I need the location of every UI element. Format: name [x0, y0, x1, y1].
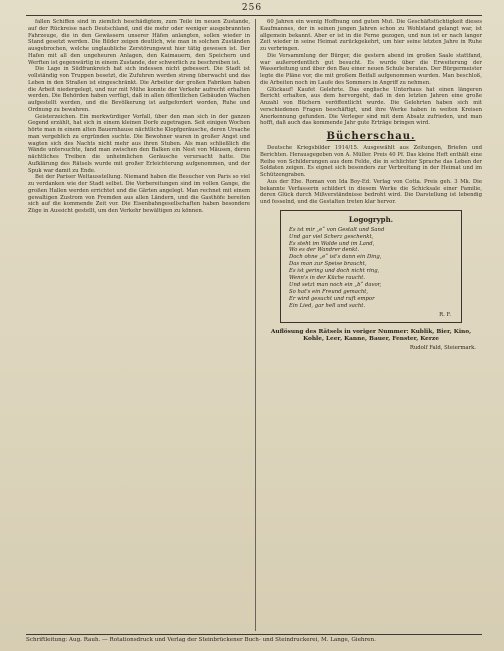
riddle-signature: Rudolf Fald, Steiermark.	[409, 345, 476, 352]
article-paragraph: Glückauf! Kaufet Gelehrte. Das englische Unterhaus hat einen längeren Bericht erhalten, aus dem hervorgeht, daß in den letzten Jahren eine große Anzahl von Büchern veröffentlicht wurde. Die Gelehrten haben sich mit verschiedenen Fragen beschäftigt, und ihre Werke haben in weiten Kreisen Anerkennung gefunden. Die Verleger sind mit dem Absatz zufrieden, und man hofft, daß auch das kommende Jahr gute Erträge bringen wird.	[260, 86, 482, 127]
article-paragraph: Die Versammlung der Bürger, die gestern abend im großen Saale stattfand, war außerordentlich gut besucht. Es wurde über die Erweiterung der Wasserleitung und über den Bau einer neuen Schule beraten. Der Bürgermeister legte die Pläne vor, die mit großem Beifall aufgenommen wurden. Man beschloß, die Arbeiten noch im Laufe des Sommers in Angriff zu nehmen.	[260, 52, 482, 86]
article-paragraph: Bei der Pariser Weltausstellung. Niemand haben die Besucher von Paris so viel zu verdanken wie der Stadt selbst. Die Vorbereitungen sind im vollen Gange, die großen Hallen werden errichtet und die Gärten angelegt. Man rechnet mit einem gewaltigen Zustrom von Fremden aus allen Ländern, und die Gasthöfe bereiten sich auf die kommende Zeit vor. Die Eisenbahngesellschaften haben besondere Züge in Aussicht gestellt, um den Verkehr bewältigen zu können.	[28, 174, 250, 214]
poem-signature: R. F.	[439, 311, 451, 318]
poem-line: Wenn's in der Küche raucht.	[289, 275, 366, 282]
poem-line: Und setzt man noch ein „b“ davor,	[289, 282, 382, 288]
poem-line: Wo es der Wandrer denkt.	[289, 247, 360, 254]
page-number: 256	[241, 3, 263, 13]
poem-line: Doch ohne „e“ ist's dann ein Ding,	[289, 254, 382, 261]
left-column	[28, 19, 250, 633]
poem-line: Es steht im Walde und im Land,	[289, 240, 375, 247]
poem-line: Und gar viel Scherz geschenkt,	[289, 233, 374, 240]
poem-line: Ein Lied, gar hell und sacht.	[289, 302, 366, 309]
poem-line: Er wird gesucht und ruft empor	[289, 295, 375, 302]
books-section-title: Bücherschau.	[326, 131, 416, 142]
poem-line: So hat's ein Freund gemacht,	[289, 288, 369, 295]
top-rule	[26, 15, 482, 16]
poem-line: Das man zur Speise braucht,	[289, 261, 367, 268]
article-paragraph: 60 Jahren ein wenig Hoffnung und guten Mut. Die Geschäftstüchtigkeit dieses Kaufmannes, der in seinen jungen Jahren schon zu Wohlstand gelangt war, ist allgemein bekannt. Aber er ist in die Ferne gezogen, und nun ist er nach langer Zeit wieder in seine Heimat zurückgekehrt, um hier seine letzten Jahre in Ruhe zu verbringen.	[260, 19, 482, 52]
poem-line: Es ist mir „e“ von Gestalt und Sand	[289, 226, 385, 233]
book-review: Aus der Ehe. Roman von Ida Boy-Ed. Verlag von Cotta. Preis geh. 3 Mk. Die bekannte Verfasserin schildert in diesem Werke die Schicksale einer Familie, deren Glück durch Mißverständnisse bedroht wird. Die Darstellung ist lebendig und fesselnd, und die Gestalten treten klar hervor.	[260, 178, 482, 205]
poem-line: Es ist gering und doch nicht ring,	[289, 268, 380, 275]
book-review: Deutsche Kriegsbilder 1914/15. Ausgewählt aus Zeitungen, Briefen und Berichten. Herausgegeben von A. Müller. Preis 40 Pf. Das kleine Heft enthält eine Reihe von Schilderungen aus dem Felde, die in schlichter Sprache das Leben der Soldaten zeigen. Es eignet sich besonders zur Verbreitung in der Heimat und im Schützengraben.	[260, 145, 482, 178]
poem-title: Logogryph.	[348, 214, 394, 224]
poem-box	[280, 210, 462, 323]
column-divider	[255, 19, 256, 631]
footer-rule	[26, 634, 482, 635]
article-paragraph: Geisterzeichen. Ein merkwürdiger Vorfall, über den man sich in der ganzen Gegend erzählt, hat sich in einem kleinen Dorfe zugetragen. Seit einigen Wochen hörte man in einem alten Bauernhause nächtliche Klopfgeräusche, deren Ursache man vergeblich zu ergründen suchte. Die Bewohner waren in großer Angst und wagten sich des Nachts nicht mehr aus ihren Stuben. Als man schließlich die Wände untersuchte, fand man zwischen den Balken ein Nest von Mäusen, deren nächtliches Treiben die unheimlichen Geräusche verursacht hatte. Die Aufklärung des Rätsels wurde mit großer Erleichterung aufgenommen, und der Spuk war damit zu Ende.	[28, 113, 250, 174]
article-paragraph: Die Lage in Südfrankreich hat sich indessen nicht gebessert. Die Stadt ist vollständig von Truppen besetzt, die Zufuhren werden streng überwacht und das Leben in den Straßen ist eingeschränkt. Die Arbeiter der großen Fabriken haben die Arbeit niedergelegt, und nur mit Mühe konnte der Verkehr aufrecht erhalten werden. Die Behörden haben verfügt, daß in allen öffentlichen Gebäuden Wachen aufgestellt werden, und die Bevölkerung ist aufgefordert worden, Ruhe und Ordnung zu bewahren.	[28, 66, 250, 113]
article-paragraph: fallen Schiffen sind in ziemlich beschädigtem, zum Teile im neuen Zustande, auf der Rückreise nach Deutschland, und die mehr oder weniger ausgebrannten Fahrzeuge, die in den Gewässern unserer Häfen anlangten, sollen wieder in Stand gesetzt werden. Die Bilder zeigen deutlich, wie man in solchen Zuständen ausgebrochen, welche unglaubliche Zerstörungswut hier tätig gewesen ist. Der Hafen mit all den ungeheuren Anlagen, den Kaimauern, den Speichern und Werften ist gegenwärtig in einem Zustande, der schwerlich zu beschreiben ist.	[28, 19, 250, 66]
imprint-footer: Schriftleitung: Aug. Rauh. — Rotationsdruck und Verlag der Steinbrückener Buch- und Steindruckerei, M. Lange, Giehren.	[26, 637, 376, 643]
riddle-solution: Auflösung des Rätsels in voriger Nummer: Kublik, Bier, Kino, Kohle, Leer, Kanne, Bauer, Fenster, Kerze	[270, 328, 472, 342]
right-column	[260, 19, 482, 633]
